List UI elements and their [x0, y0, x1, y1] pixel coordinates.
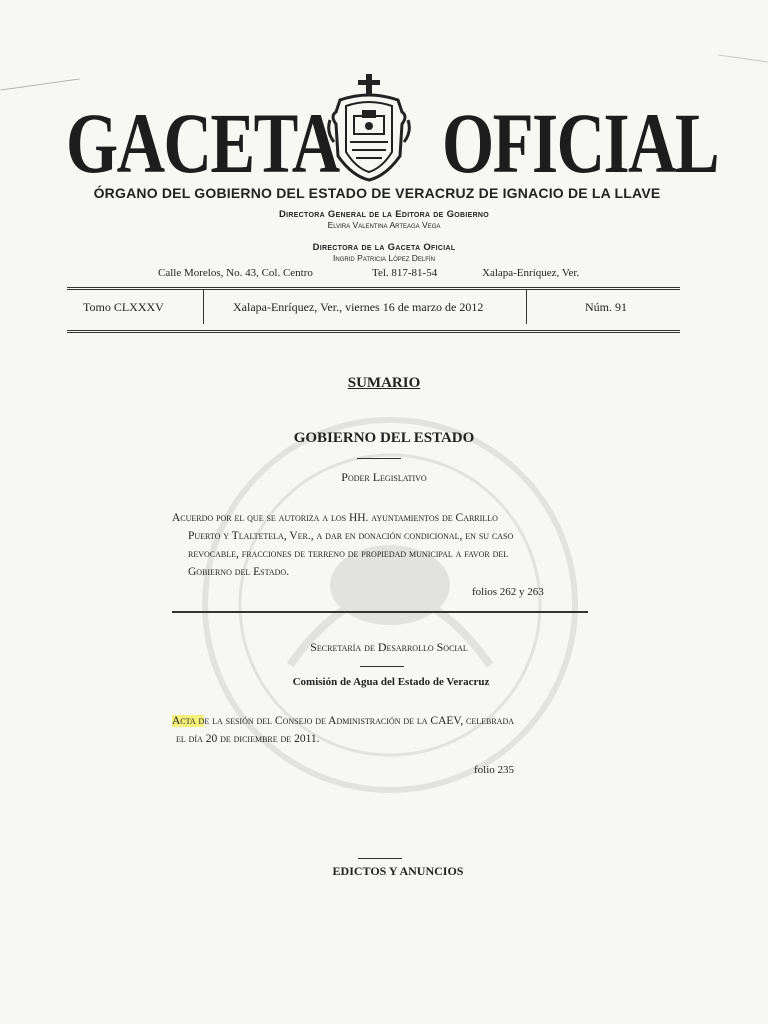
- masthead-title-right: OFICIAL: [442, 95, 719, 191]
- issue-info-bar: [67, 287, 680, 333]
- masthead-subtitle: ÓRGANO DEL GOBIERNO DEL ESTADO DE VERACRUZ DE IGNACIO DE LA LLAVE: [93, 185, 661, 201]
- divider: [357, 458, 401, 459]
- entry-text: e la sesión del Consejo de Administración de la CAEV, celebrada: [204, 715, 514, 727]
- address-phone: Tel. 817-81-54: [372, 267, 438, 279]
- section-heading-secretaria: Secretaría de Desarrollo Social: [310, 640, 468, 654]
- entry-folio: folio 235: [474, 764, 515, 776]
- divider: [172, 611, 588, 613]
- entry-line: Gobierno del Estado.: [188, 566, 290, 578]
- entry-line: revocable, fracciones de terreno de propiedad municipal a favor del: [188, 548, 509, 560]
- divider: [358, 858, 402, 859]
- section-subheading-poder: Poder Legislativo: [341, 470, 427, 484]
- entry-line: el día 20 de diciembre de 2011.: [176, 733, 320, 745]
- entry-line: Puerto y Tlaltetela, Ver., a dar en donación condicional, en su caso: [188, 530, 514, 542]
- masthead-title-left: GACETA: [66, 95, 339, 191]
- scan-mark: [718, 55, 768, 63]
- section-heading-edictos[interactable]: EDICTOS Y ANUNCIOS: [332, 864, 464, 878]
- masthead: [66, 95, 719, 191]
- credit-name: Ingrid Patricia López Delfín: [333, 253, 435, 263]
- address-city: Xalapa-Enríquez, Ver.: [482, 267, 580, 279]
- sumario-entry-acuerdo[interactable]: [172, 509, 592, 581]
- credit-role: Directora General de la Editora de Gobierno: [278, 209, 490, 220]
- sumario-entry-acta[interactable]: [172, 712, 592, 748]
- credit-editora: [0, 209, 768, 230]
- credit-role: Directora de la Gaceta Oficial: [312, 242, 456, 253]
- entry-folios: folios 262 y 263: [472, 586, 544, 598]
- entry-line: Acuerdo por el que se autoriza a los HH. ayuntamientos de Carrillo: [172, 512, 498, 524]
- section-subheading-comision: Comisión de Agua del Estado de Veracruz: [292, 676, 490, 688]
- credit-name: Elvira Valentina Arteaga Vega: [327, 220, 441, 230]
- entry-line: [172, 712, 592, 730]
- divider: [203, 290, 204, 324]
- scan-mark: [0, 78, 79, 90]
- credit-gaceta: [0, 242, 768, 263]
- address-street: Calle Morelos, No. 43, Col. Centro: [158, 267, 313, 279]
- issue-number: Núm. 91: [585, 300, 627, 314]
- highlighted-text: Acta d: [172, 715, 205, 727]
- coat-of-arms-icon: [326, 72, 412, 184]
- issue-tomo: Tomo CLXXXV: [83, 300, 164, 314]
- section-heading-gobierno: GOBIERNO DEL ESTADO: [293, 430, 475, 446]
- divider: [360, 666, 404, 667]
- issue-date: Xalapa-Enríquez, Ver., viernes 16 de marzo de 2012: [233, 300, 484, 314]
- divider: [526, 290, 527, 324]
- sumario-title: SUMARIO: [347, 375, 421, 391]
